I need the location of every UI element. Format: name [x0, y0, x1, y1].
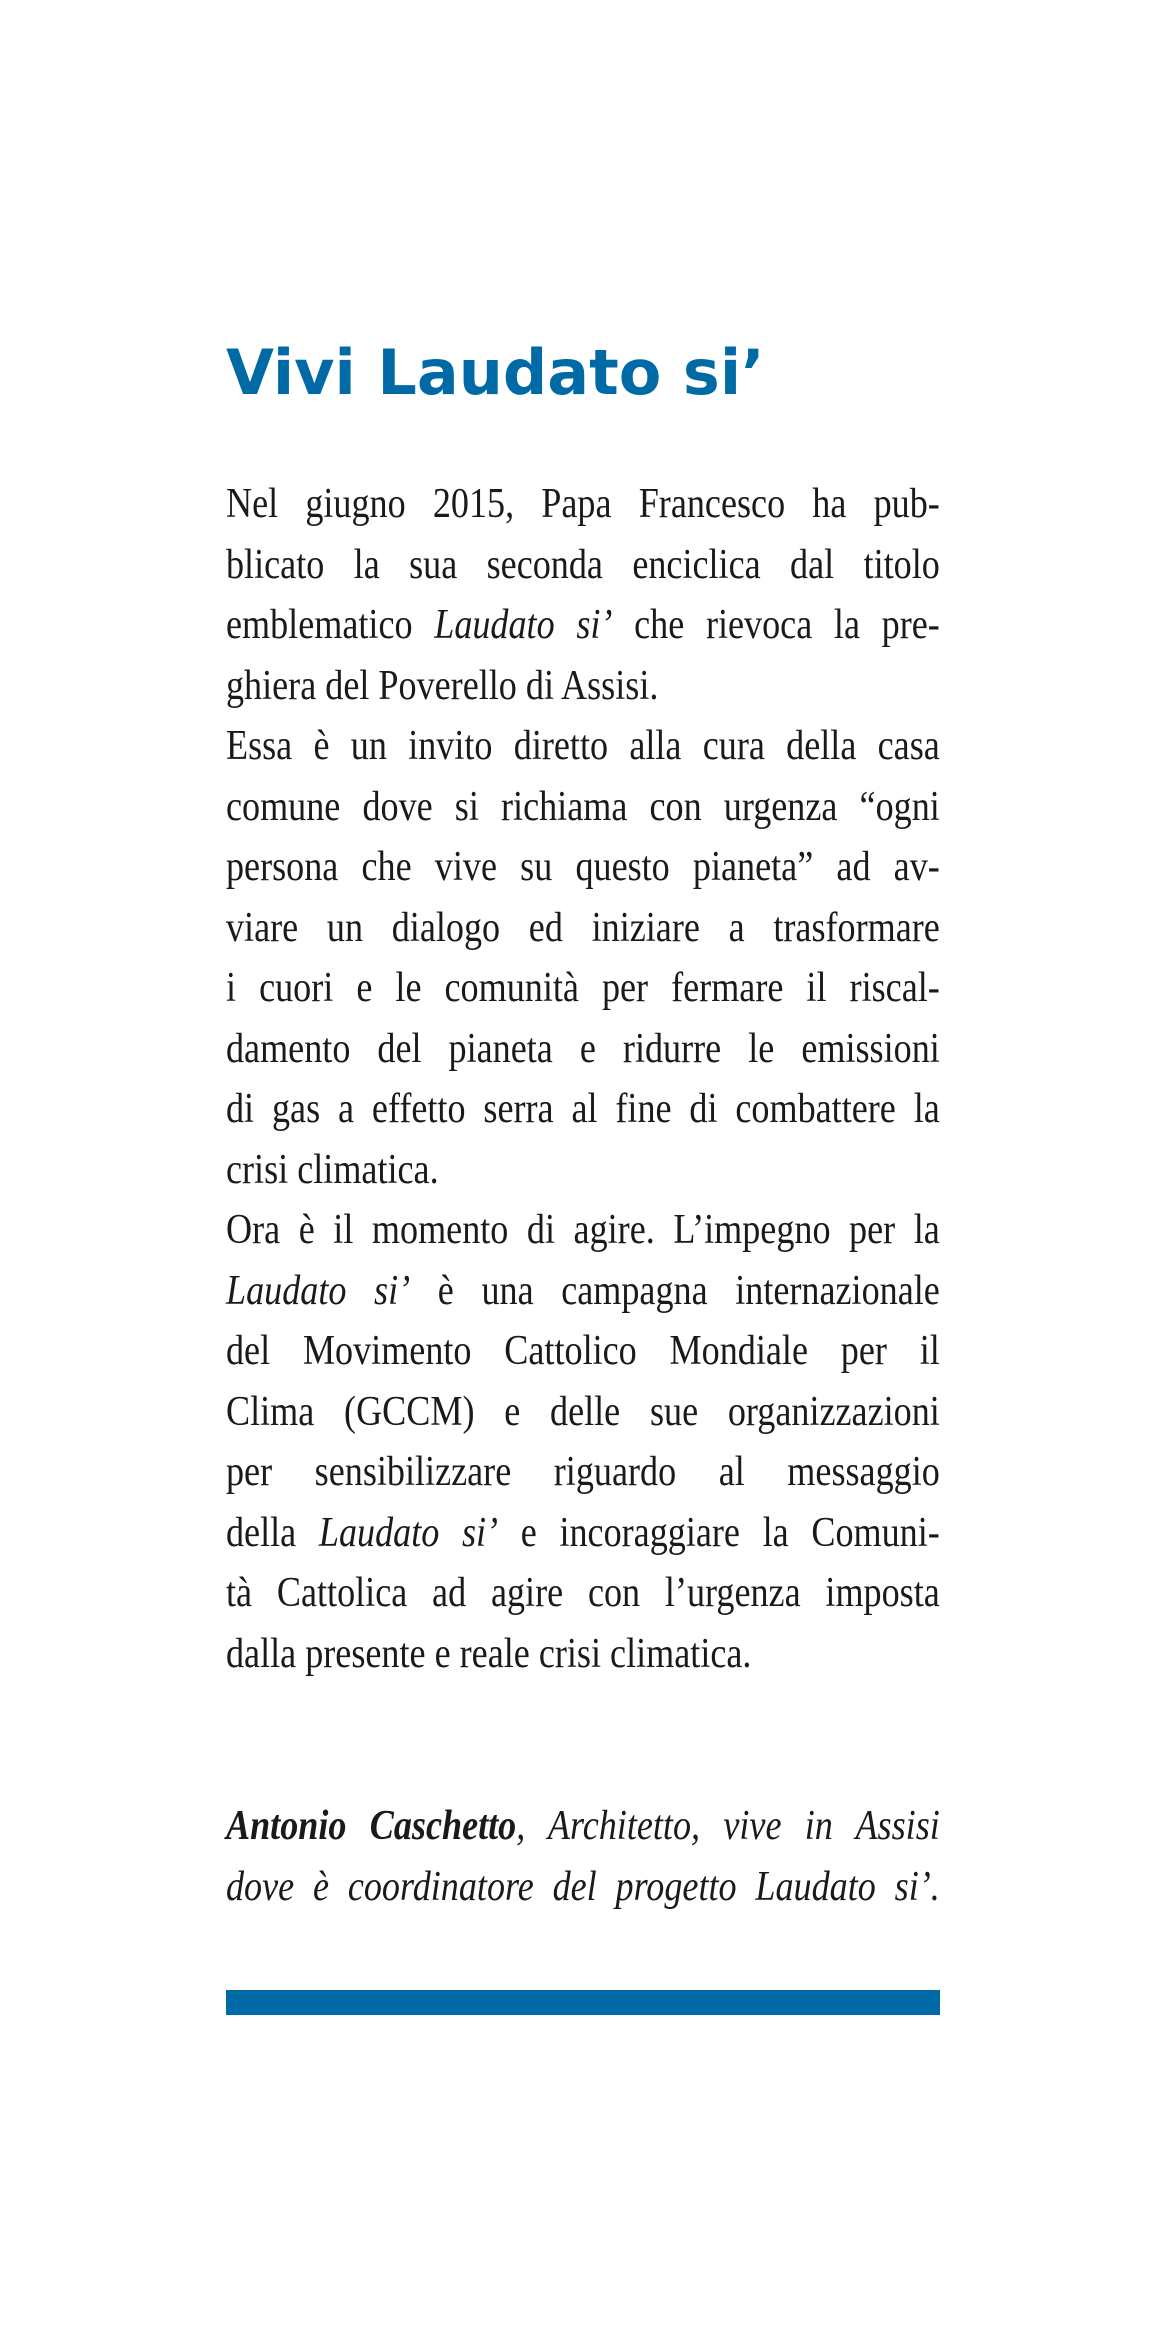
text-line [226, 1140, 940, 1201]
text-line [226, 837, 940, 898]
text-line [226, 1321, 940, 1382]
text-line [226, 1503, 940, 1564]
text-run: di gas a effetto serra al fine di combattere la [226, 1086, 940, 1132]
text-line [226, 1261, 940, 1322]
text-run: ghiera del Poverello di Assisi. [226, 662, 659, 709]
text-run: dalla presente e reale crisi climatica. [226, 1630, 752, 1677]
text-run: Nel giugno 2015, Papa Francesco ha pub- [226, 481, 940, 527]
text-line [226, 1079, 940, 1140]
text-run: Essa è un invito diretto alla cura della casa [226, 723, 940, 769]
text-line [226, 1382, 940, 1443]
text-run: damento del pianeta e ridurre le emissioni [226, 1025, 940, 1072]
author-signature [226, 1796, 940, 1917]
text-run: crisi climatica. [226, 1146, 439, 1193]
text-run: per sensibilizzare riguardo al messaggio [226, 1449, 940, 1495]
text-line [226, 1200, 940, 1261]
signature-line-2: dove è coordinatore del progetto Laudato si’. [226, 1863, 940, 1910]
text-line [226, 656, 940, 717]
text-run: viare un dialogo ed iniziare a trasformare [226, 904, 940, 951]
text-line [226, 474, 940, 535]
text-run: che rievoca la pre- [612, 602, 940, 648]
author-description: , Architetto, vive in Assisi [516, 1803, 940, 1849]
text-run: persona che vive su questo pianeta” ad av- [226, 844, 940, 890]
text-run: comune dove si richiama con urgenza “ogni [226, 783, 940, 830]
text-run: i cuori e le comunità per fermare il riscal- [226, 965, 940, 1011]
author-name: Antonio Caschetto [226, 1803, 517, 1849]
text-run: è una campagna internazionale [410, 1267, 940, 1314]
paragraph [226, 474, 940, 716]
paragraph [226, 716, 940, 1200]
text-line [226, 716, 940, 777]
italic-title: Laudato si’ [226, 1267, 411, 1314]
text-line [226, 535, 940, 596]
text-line [226, 1442, 940, 1503]
text-run: tà Cattolica ad agire con l’urgenza imposta [226, 1570, 940, 1616]
accent-divider-bar [226, 1990, 940, 2015]
text-run: Ora è il momento di agire. L’impegno per la [226, 1207, 940, 1253]
text-line [226, 958, 940, 1019]
signature-line-1 [226, 1796, 940, 1857]
paragraph [226, 1200, 940, 1684]
text-run: emblematico [226, 602, 435, 648]
text-line [226, 1019, 940, 1080]
page-title: Vivi Laudato si’ [226, 336, 765, 409]
text-line [226, 777, 940, 838]
text-run: blicato la sua seconda enciclica dal titolo [226, 541, 940, 588]
article-body [226, 474, 940, 1684]
text-line [226, 1563, 940, 1624]
italic-title: Laudato si’ [434, 602, 613, 648]
text-run: del Movimento Cattolico Mondiale per il [226, 1328, 940, 1374]
text-run: e incoraggiare la Comuni- [498, 1509, 940, 1556]
text-line [226, 595, 940, 656]
text-line [226, 1624, 940, 1685]
text-run: Clima (GCCM) e delle sue organizzazioni [226, 1388, 940, 1435]
italic-title: Laudato si’ [318, 1509, 499, 1556]
text-line [226, 898, 940, 959]
text-run: della [226, 1509, 319, 1556]
